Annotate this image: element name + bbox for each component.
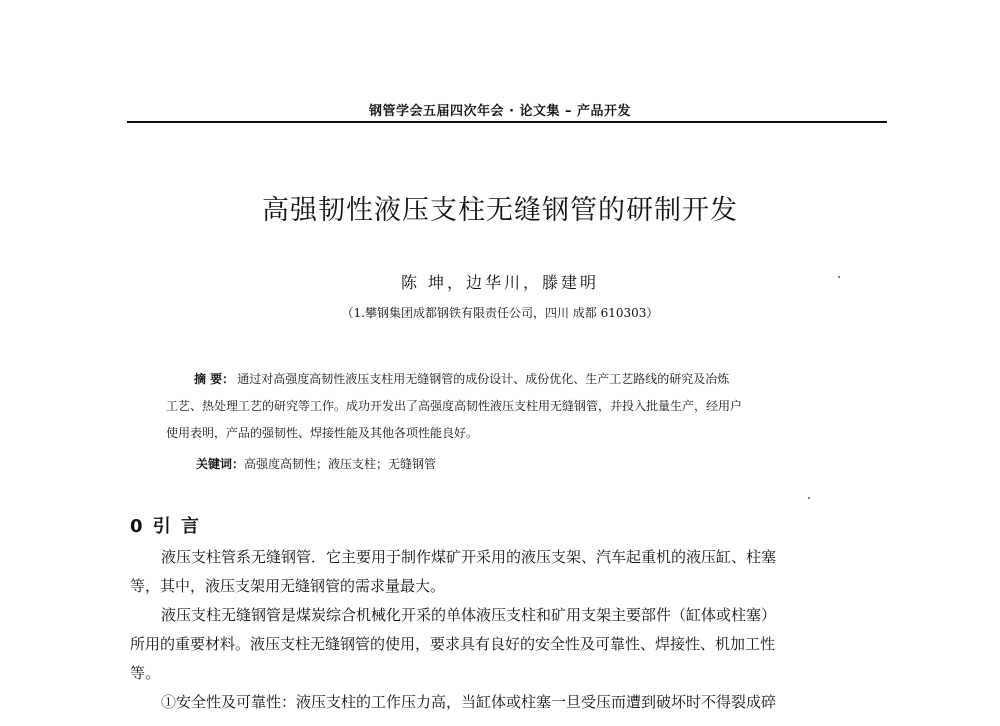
- abstract-line: 使用表明，产品的强韧性、焊接性能及其他各项性能良好。: [166, 426, 479, 440]
- abstract-label: 摘 要：: [194, 372, 235, 386]
- keywords-label: 关键词：: [196, 457, 245, 471]
- section-heading: 0 引 言: [130, 516, 202, 537]
- header-rule: [127, 121, 887, 123]
- section-body: [130, 543, 885, 717]
- scan-speck: [808, 497, 810, 499]
- body-line: 等。: [130, 664, 161, 682]
- running-head: 钢管学会五届四次年会 · 论文集 – 产品开发: [368, 104, 632, 119]
- author-list: 陈 坤，边华川，滕建明: [400, 273, 600, 292]
- affiliation: （1.攀钢集团成都钢铁有限责任公司，四川 成都 610303）: [341, 306, 659, 320]
- scan-speck: [838, 276, 840, 278]
- paper-title: 高强韧性液压支柱无缝钢管的研制开发: [262, 195, 738, 226]
- body-line: 等，其中，液压支架用无缝钢管的需求量最大。: [130, 577, 446, 595]
- abstract-line: 工艺、热处理工艺的研究等工作。成功开发出了高强度高韧性液压支柱用无缝钢管，并投入批量生产，经用户: [166, 399, 743, 413]
- body-line: 液压支柱无缝钢管是煤炭综合机械化开采的单体液压支柱和矿用支架主要部件（缸体或柱塞）: [161, 606, 777, 624]
- body-line: ①安全性及可靠性：液压支柱的工作压力高，当缸体或柱塞一旦受压而遭到破坏时不得裂成碎: [161, 693, 777, 711]
- keywords: [196, 455, 876, 472]
- body-line: 所用的重要材料。液压支柱无缝钢管的使用，要求具有良好的安全性及可靠性、焊接性、机加工性: [130, 635, 776, 653]
- abstract: [166, 366, 866, 447]
- abstract-line: [166, 366, 866, 393]
- keywords-text: 高强度高韧性；液压支柱；无缝钢管: [244, 457, 437, 471]
- abstract-text: 通过对高强度高韧性液压支柱用无缝钢管的成份设计、成份优化、生产工艺路线的研究及冶炼: [237, 372, 730, 386]
- body-line: 液压支柱管系无缝钢管．它主要用于制作煤矿开采用的液压支架、汽车起重机的液压缸、柱塞: [161, 548, 777, 566]
